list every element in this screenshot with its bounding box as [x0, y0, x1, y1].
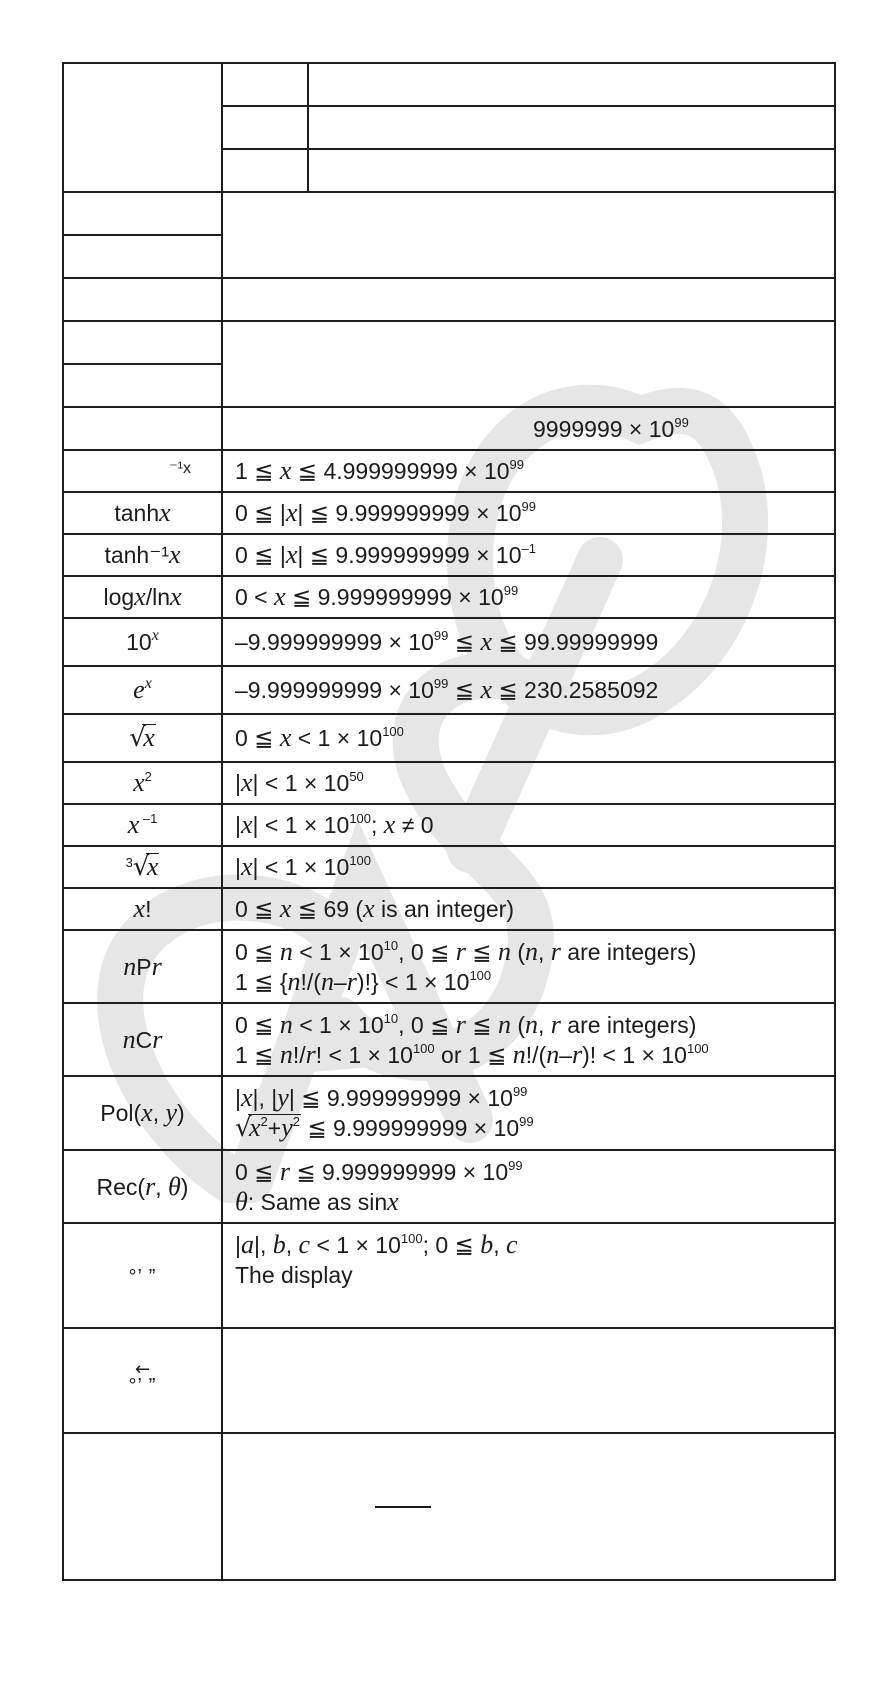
range-cell: [222, 804, 835, 846]
var-r: r: [346, 966, 357, 996]
exponent: 100: [349, 811, 372, 826]
var-x: x: [279, 456, 292, 485]
var-n: n: [497, 1009, 511, 1039]
var-y: y: [165, 1098, 178, 1127]
range-cell: [222, 1433, 835, 1580]
range-text: ≦ 230.2585092: [491, 677, 659, 703]
exponent: 10: [383, 937, 399, 953]
range-text: | ≦ 9.999999999 × 10: [288, 1085, 513, 1111]
var-x: x: [274, 582, 286, 611]
range-text: 0 ≦: [235, 896, 280, 922]
function-cell: [63, 235, 222, 278]
left-arrow-icon: ←: [134, 1358, 151, 1380]
table-row: [63, 1223, 835, 1328]
var-n: n: [279, 936, 293, 966]
range-text: are integers): [560, 1011, 697, 1038]
range-cell: [222, 846, 835, 888]
var-x: x: [151, 627, 159, 644]
range-text: 1 ≦: [235, 458, 280, 484]
exponent: 2: [144, 769, 152, 784]
range-text: !/: [292, 1041, 306, 1068]
function-name: P: [136, 953, 152, 980]
sub-cell: [222, 63, 308, 106]
range-text: are integers): [560, 938, 697, 965]
table-row: [63, 192, 835, 235]
table-row: [63, 930, 835, 1003]
range-text: )!} < 1 × 10: [356, 968, 470, 995]
var-b: b: [272, 1230, 286, 1259]
exponent: 10: [383, 1010, 399, 1026]
range-text: |, |: [252, 1085, 278, 1111]
function-cell: [63, 1150, 222, 1223]
function-cell: [63, 846, 222, 888]
function-prefix: ⁻¹x: [169, 460, 191, 477]
function-name: ): [180, 1173, 189, 1200]
var-c: c: [298, 1230, 311, 1259]
table-row: [63, 618, 835, 666]
table-row: [63, 576, 835, 618]
var-r: r: [550, 1009, 561, 1039]
function-name: /ln: [145, 584, 170, 610]
table-row: [63, 63, 835, 106]
range-text: 0 ≦ |: [235, 500, 286, 526]
range-text: –: [333, 968, 347, 995]
range-text: < 1 × 10: [310, 1232, 401, 1258]
var-x: x: [240, 852, 253, 881]
range-text: : Same as sin: [247, 1188, 388, 1215]
range-text: ≦ 9.999999999 × 10: [285, 584, 504, 610]
function-name: ): [177, 1100, 185, 1126]
range-text: 1 ≦ {: [235, 968, 288, 995]
range-text: |: [235, 1232, 241, 1258]
reverse-dms-symbol: [128, 1358, 157, 1397]
range-text: ≦: [448, 677, 481, 703]
table-row: [63, 762, 835, 804]
range-text: ! < 1 × 10: [315, 1041, 413, 1068]
range-text: ≦: [448, 629, 481, 655]
function-cell: [63, 930, 222, 1003]
function-range-table: [62, 62, 836, 1581]
range-text: |: [235, 770, 241, 796]
range-cell: [222, 492, 835, 534]
range-text: –9.999999999 × 10: [235, 677, 434, 703]
function-cell: [63, 1223, 222, 1328]
function-cell: [63, 804, 222, 846]
table-row: [63, 450, 835, 492]
range-text: ≠ 0: [395, 812, 434, 838]
range-line-1: [235, 1083, 822, 1113]
var-x: x: [240, 1083, 253, 1112]
exponent: 99: [512, 1084, 528, 1099]
function-name: Pol(: [100, 1100, 142, 1126]
exponent: 100: [400, 1231, 423, 1246]
var-x: x: [143, 723, 155, 752]
function-cell: [63, 278, 222, 321]
exponent: 2: [260, 1114, 268, 1129]
range-text: 0 ≦: [235, 1158, 280, 1185]
exponent: 50: [349, 769, 364, 784]
table-row: [63, 804, 835, 846]
radicand: [248, 1114, 301, 1141]
function-name: log: [103, 584, 135, 610]
function-name: !: [145, 896, 152, 922]
var-n: n: [122, 1024, 136, 1054]
range-text: |: [235, 1085, 241, 1111]
range-text: is an integer): [374, 896, 514, 922]
range-cell: [222, 192, 835, 278]
function-cell: [63, 192, 222, 235]
exponent: –1: [521, 541, 536, 556]
range-text: !/(: [525, 1041, 547, 1068]
range-cell: [222, 714, 835, 762]
var-x: x: [133, 768, 145, 797]
range-text: !/(: [300, 968, 321, 995]
range-text: |: [235, 812, 241, 838]
range-text: 0 ≦ |: [235, 542, 286, 568]
range-cell: [222, 407, 835, 450]
range-cell: [222, 534, 835, 576]
root-index: 3: [125, 855, 133, 870]
table-row: [63, 714, 835, 762]
table-row: [63, 846, 835, 888]
exponent: 99: [509, 457, 525, 472]
function-cell: [63, 1433, 222, 1580]
var-n: n: [279, 1039, 293, 1069]
range-line-1: [235, 937, 822, 967]
var-x: x: [387, 1186, 399, 1216]
exponent: 99: [521, 499, 536, 514]
radical-icon: √: [132, 852, 150, 882]
var-n: n: [497, 936, 511, 966]
exponent: 100: [382, 724, 404, 739]
var-r: r: [550, 936, 561, 966]
degree-minute-second-symbol: °’ ”: [128, 1374, 157, 1397]
range-text: –: [559, 1041, 572, 1068]
function-cell: [63, 63, 222, 192]
range-text: < 1 × 10: [292, 1011, 384, 1038]
table-row: [63, 1150, 835, 1223]
function-name: ,: [155, 1173, 168, 1200]
range-text: < 1 × 10: [292, 938, 384, 965]
range-text: ,: [285, 1232, 299, 1258]
degree-minute-second-symbol: °’ ”: [128, 1265, 157, 1288]
range-cell: [222, 576, 835, 618]
var-n: n: [525, 936, 538, 966]
range-text: 9999999 × 10: [533, 415, 675, 442]
function-cell: [63, 1003, 222, 1076]
function-cell: [63, 618, 222, 666]
range-text: ,: [493, 1232, 506, 1258]
range-text: ;: [371, 812, 384, 838]
range-text: )! < 1 × 10: [582, 1041, 687, 1068]
range-cell: [222, 321, 835, 407]
exponent: 100: [412, 1040, 435, 1056]
var-x: x: [141, 1098, 153, 1127]
range-line-2: [235, 1113, 822, 1143]
range-cell: [222, 618, 835, 666]
var-x: x: [159, 498, 171, 527]
var-x: x: [169, 540, 181, 569]
exponent: –1: [139, 811, 158, 826]
exponent: 99: [433, 628, 449, 643]
range-cell: [222, 1076, 835, 1150]
range-text: ,: [538, 938, 551, 965]
var-x: x: [279, 894, 292, 923]
range-text: , 0 ≦: [398, 938, 456, 965]
range-text: ≦: [465, 938, 498, 965]
range-cell: [222, 1223, 835, 1328]
function-cell: [63, 364, 222, 407]
var-n: n: [279, 1009, 293, 1039]
var-n: n: [512, 1039, 526, 1069]
function-cell: [63, 1328, 222, 1433]
exponent: 99: [674, 414, 689, 430]
range-text: | < 1 × 10: [252, 854, 350, 880]
table-row: [63, 888, 835, 930]
range-cell: [222, 1003, 835, 1076]
exponent: 99: [503, 583, 519, 598]
range-text: ; 0 ≦: [422, 1232, 481, 1258]
range-cell: [222, 278, 835, 321]
function-name: tanh: [114, 500, 160, 526]
range-line-2: [235, 967, 822, 997]
function-cell: [63, 450, 222, 492]
var-r: r: [305, 1039, 316, 1069]
range-text: | ≦ 9.999999999 × 10: [297, 500, 522, 526]
range-text: 1 ≦: [235, 1041, 280, 1068]
function-name: tanh⁻¹: [104, 542, 170, 568]
var-y: y: [277, 1083, 289, 1112]
range-cell: [308, 149, 835, 192]
range-text: | ≦ 9.999999999 × 10: [297, 542, 522, 568]
var-x: x: [480, 627, 492, 656]
range-line-2: [235, 1187, 822, 1217]
range-text: (: [510, 938, 525, 965]
var-x: x: [127, 810, 140, 839]
function-cell: [63, 762, 222, 804]
range-cell: [222, 450, 835, 492]
function-cell: [63, 576, 222, 618]
var-r: r: [145, 1171, 156, 1201]
var-y: y: [281, 1113, 293, 1142]
range-text: ≦: [465, 1011, 498, 1038]
table-row: [63, 492, 835, 534]
table-row: [63, 1433, 835, 1580]
range-text: 0 ≦: [235, 1011, 280, 1038]
function-name: Rec(: [96, 1173, 146, 1200]
range-line-1: [235, 1230, 822, 1260]
range-text: , 0 ≦: [398, 1011, 456, 1038]
range-text: 0 <: [235, 584, 275, 610]
var-e: e: [133, 675, 145, 704]
var-n: n: [123, 951, 137, 981]
function-cell: [63, 407, 222, 450]
square-root-symbol: [235, 1113, 301, 1143]
exponent: 100: [349, 853, 372, 868]
square-root-symbol: [129, 723, 156, 753]
var-x: x: [170, 582, 182, 611]
range-line-1: [235, 1010, 822, 1040]
var-c: c: [506, 1230, 518, 1259]
var-n: n: [320, 966, 334, 996]
range-text: ≦ 4.999999999 × 10: [291, 458, 510, 484]
sub-cell: [222, 149, 308, 192]
table-row: [63, 407, 835, 450]
range-text: | < 1 × 10: [252, 812, 350, 838]
table-row: [63, 321, 835, 364]
table-row: [63, 666, 835, 714]
range-cell: [222, 1328, 835, 1433]
table-row: [63, 1328, 835, 1433]
range-cell: [308, 106, 835, 149]
range-text: ≦ 99.99999999: [491, 629, 659, 655]
range-text: ≦ 69 (: [291, 896, 364, 922]
range-text: or 1 ≦: [434, 1041, 513, 1068]
function-name: C: [135, 1026, 153, 1053]
range-line-2: The display: [235, 1262, 353, 1288]
var-x: x: [383, 810, 396, 839]
var-x: x: [134, 582, 146, 611]
var-r: r: [151, 951, 162, 981]
range-text: –9.999999999 × 10: [235, 629, 434, 655]
var-r: r: [152, 1024, 163, 1054]
range-text: |,: [253, 1232, 273, 1258]
var-x: x: [249, 1113, 261, 1142]
radical-icon: √: [235, 1113, 252, 1143]
range-cell: [222, 762, 835, 804]
var-x: x: [240, 810, 253, 839]
function-cell: [63, 714, 222, 762]
range-text: ,: [538, 1011, 551, 1038]
range-text: < 1 × 10: [291, 725, 383, 751]
range-text: +: [267, 1115, 282, 1141]
var-x: x: [480, 675, 492, 704]
var-n: n: [546, 1039, 560, 1069]
range-cell: [222, 666, 835, 714]
range-text: 0 ≦: [235, 725, 280, 751]
range-text: (: [510, 1011, 525, 1038]
exponent: 100: [686, 1040, 709, 1056]
var-x: x: [146, 852, 159, 881]
range-text: 0 ≦: [235, 938, 280, 965]
var-x: x: [285, 498, 298, 527]
range-line-2: [235, 1040, 822, 1070]
function-cell: [63, 492, 222, 534]
function-cell: [63, 534, 222, 576]
exponent: 2: [292, 1114, 300, 1129]
fraction-bar: [375, 1506, 431, 1508]
var-r: r: [455, 1009, 466, 1039]
range-text: ≦ 9.999999999 × 10: [301, 1115, 520, 1141]
radical-icon: √: [129, 723, 146, 753]
var-r: r: [571, 1039, 583, 1069]
var-x: x: [144, 675, 152, 692]
var-n: n: [287, 966, 301, 996]
var-x: x: [240, 768, 253, 797]
range-line-1: [235, 1157, 822, 1187]
var-n: n: [525, 1009, 538, 1039]
var-x: x: [363, 894, 375, 923]
function-name: 10: [126, 629, 152, 655]
var-x: x: [133, 894, 146, 923]
range-text: |: [235, 854, 241, 880]
function-cell: [63, 321, 222, 364]
table-row: [63, 1076, 835, 1150]
table-row: [63, 1003, 835, 1076]
var-theta: θ: [235, 1186, 248, 1216]
function-cell: [63, 1076, 222, 1150]
exponent: 100: [469, 967, 492, 983]
var-x: x: [279, 723, 292, 752]
exponent: 99: [508, 1157, 523, 1173]
table-row: [63, 278, 835, 321]
range-text: ≦ 9.999999999 × 10: [289, 1158, 509, 1185]
cube-root-symbol: [133, 852, 160, 882]
var-x: x: [285, 540, 298, 569]
range-text: | < 1 × 10: [252, 770, 350, 796]
range-cell: [222, 930, 835, 1003]
table-row: [63, 534, 835, 576]
sub-cell: [222, 106, 308, 149]
var-r: r: [455, 936, 466, 966]
var-b: b: [480, 1230, 494, 1259]
function-cell: [63, 666, 222, 714]
range-cell: [222, 1150, 835, 1223]
function-name: ,: [152, 1100, 166, 1126]
exponent: 99: [433, 676, 449, 691]
exponent: 99: [519, 1114, 534, 1129]
range-cell: [308, 63, 835, 106]
var-theta: θ: [168, 1171, 181, 1201]
var-r: r: [279, 1156, 290, 1186]
range-cell: [222, 888, 835, 930]
var-a: a: [240, 1230, 254, 1259]
function-cell: [63, 888, 222, 930]
